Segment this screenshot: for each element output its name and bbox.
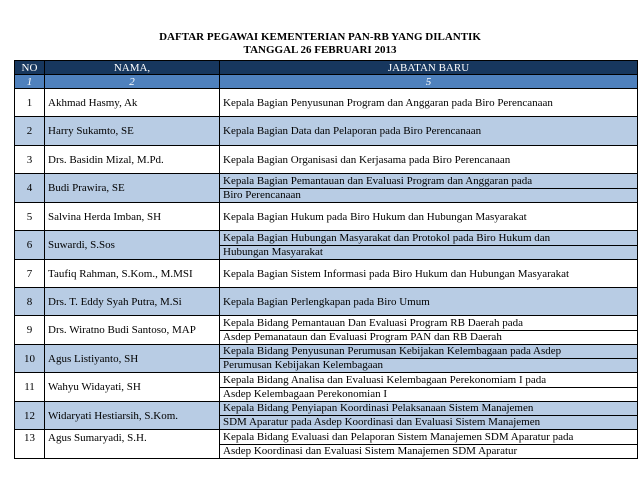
new-position <box>220 260 638 288</box>
employee-name: Widaryati Hestiarsih, S.Kom. <box>45 402 220 430</box>
row-number: 13 <box>15 430 45 459</box>
header-no: NO <box>15 61 45 75</box>
employee-table <box>14 60 638 459</box>
row-number: 7 <box>15 260 45 288</box>
new-position <box>220 402 638 430</box>
table-body <box>15 89 638 459</box>
employee-name: Budi Prawira, SE <box>45 174 220 203</box>
subheader-row <box>15 75 638 89</box>
row-number: 2 <box>15 117 45 146</box>
row-number: 3 <box>15 146 45 174</box>
subheader-no: 1 <box>15 75 45 89</box>
position-line: Kepala Bagian Pemantauan dan Evaluasi Program dan Anggaran pada <box>223 174 533 187</box>
new-position <box>220 203 638 231</box>
new-position <box>220 288 638 316</box>
employee-name: Suwardi, S.Sos <box>45 231 220 260</box>
row-number: 11 <box>15 373 45 402</box>
table-row <box>15 117 638 146</box>
row-number: 6 <box>15 231 45 260</box>
new-position <box>220 174 638 203</box>
document-title: DAFTAR PEGAWAI KEMENTERIAN PAN-RB YANG DILANTIK <box>159 31 481 43</box>
employee-name: Wahyu Widayati, SH <box>45 373 220 402</box>
row-number: 1 <box>15 89 45 117</box>
row-number: 9 <box>15 316 45 345</box>
subheader-nama: 2 <box>45 75 220 89</box>
position-line: Kepala Bidang Penyusunan Perumusan Kebijakan Kelembagaan pada Asdep <box>223 345 562 357</box>
position-line: Asdep Kelembagaan Perekonomian I <box>220 387 637 401</box>
new-position <box>220 89 638 117</box>
header-nama: NAMA, <box>45 61 220 75</box>
document-subtitle: TANGGAL 26 FEBRUARI 2013 <box>243 44 397 56</box>
new-position <box>220 146 638 174</box>
position-line: Kepala Bidang Analisa dan Evaluasi Kelembagaan Perekonomiam I pada <box>223 373 547 386</box>
new-position <box>220 117 638 146</box>
row-number: 4 <box>15 174 45 203</box>
employee-name: Drs. Wiratno Budi Santoso, MAP <box>45 316 220 345</box>
position-line: Kepala Bagian Penyusunan Program dan Anggaran pada Biro Perencanaan <box>223 96 553 109</box>
employee-name: Salvina Herda Imban, SH <box>45 203 220 231</box>
employee-name: Drs. Basidin Mizal, M.Pd. <box>45 146 220 174</box>
position-line: Kepala Bidang Penyiapan Koordinasi Pelaksanaan Sistem Manajemen <box>223 402 534 414</box>
table-row <box>15 203 638 231</box>
position-line: Kepala Bagian Hubungan Masyarakat dan Protokol pada Biro Hukum dan <box>223 231 551 244</box>
position-line: SDM Aparatur pada Asdep Koordinasi dan Evaluasi Sistem Manajemen <box>220 415 637 429</box>
table-row <box>15 231 638 260</box>
header-jabatan: JABATAN BARU <box>220 61 638 75</box>
header-row <box>15 61 638 75</box>
position-line: Kepala Bagian Sistem Informasi pada Biro Hukum dan Hubungan Masyarakat <box>223 267 570 280</box>
new-position <box>220 231 638 260</box>
position-line: Kepala Bagian Hukum pada Biro Hukum dan Hubungan Masyarakat <box>223 210 527 223</box>
position-line: Asdep Koordinasi dan Evaluasi Sistem Manajemen SDM Aparatur <box>220 444 637 458</box>
position-line: Biro Perencanaan <box>220 188 637 202</box>
row-number: 5 <box>15 203 45 231</box>
table-row <box>15 260 638 288</box>
row-number: 12 <box>15 402 45 430</box>
employee-name: Agus Listiyanto, SH <box>45 345 220 373</box>
table-row <box>15 373 638 402</box>
employee-name: Harry Sukamto, SE <box>45 117 220 146</box>
table-row <box>15 345 638 373</box>
table-row <box>15 146 638 174</box>
employee-name: Drs. T. Eddy Syah Putra, M.Si <box>45 288 220 316</box>
row-number: 10 <box>15 345 45 373</box>
position-line: Perumusan Kebijakan Kelembagaan <box>220 358 637 372</box>
position-line: Kepala Bidang Pemantauan Dan Evaluasi Program RB Daerah pada <box>223 316 523 329</box>
position-line: Hubungan Masyarakat <box>220 245 637 259</box>
employee-name: Taufiq Rahman, S.Kom., M.MSI <box>45 260 220 288</box>
row-number: 8 <box>15 288 45 316</box>
subheader-jabatan: 5 <box>220 75 638 89</box>
position-line: Asdep Pemanataun dan Evaluasi Program PAN dan RB Daerah <box>220 330 637 344</box>
position-line: Kepala Bagian Organisasi dan Kerjasama pada Biro Perencanaan <box>223 153 511 166</box>
new-position <box>220 373 638 402</box>
table-row <box>15 316 638 345</box>
table-row <box>15 89 638 117</box>
table-row <box>15 430 638 459</box>
table-row <box>15 174 638 203</box>
new-position <box>220 430 638 459</box>
new-position <box>220 345 638 373</box>
table-row <box>15 402 638 430</box>
employee-name: Akhmad Hasmy, Ak <box>45 89 220 117</box>
position-line: Kepala Bagian Perlengkapan pada Biro Umum <box>223 295 430 308</box>
position-line: Kepala Bagian Data dan Pelaporan pada Biro Perencanaan <box>223 125 482 137</box>
table-row <box>15 288 638 316</box>
position-line: Kepala Bidang Evaluasi dan Pelaporan Sistem Manajemen SDM Aparatur pada <box>223 430 574 443</box>
employee-name: Agus Sumaryadi, S.H. <box>45 430 220 459</box>
new-position <box>220 316 638 345</box>
